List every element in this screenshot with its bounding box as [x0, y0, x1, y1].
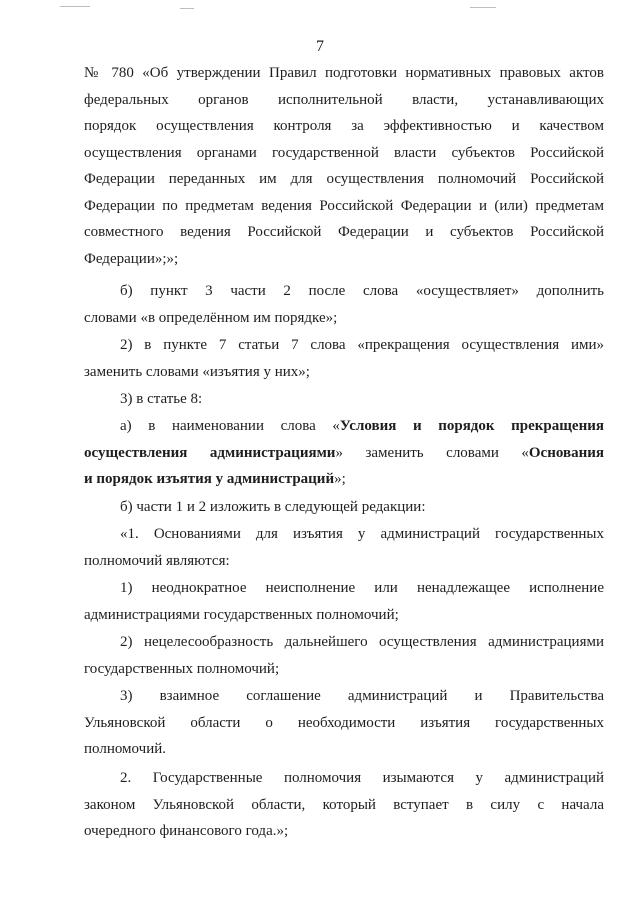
bold-fragment: осуществления администрациями	[84, 444, 336, 461]
text-line	[84, 440, 604, 467]
text-line	[84, 413, 604, 440]
paragraph-item-2	[84, 332, 604, 385]
text-line: очередного финансового года.»;	[84, 823, 289, 839]
text-line: заменить словами «изъятия у них»;	[84, 363, 310, 380]
text-line: осуществления органами государственной власти субъектов Российской	[84, 144, 604, 161]
text-line: полномочий.	[84, 741, 167, 757]
paragraph-subitem-1	[84, 575, 604, 628]
text-line: б) пункт 3 части 2 после слова «осуществляет» дополнить	[120, 283, 604, 299]
text-line: Федерации»;»;	[84, 250, 179, 267]
text-line	[84, 466, 604, 493]
text-line: № 780 «Об утверждении Правил подготовки нормативных правовых актов	[84, 65, 604, 81]
text-line: «1. Основаниями для изъятия у администраций государственных	[120, 526, 604, 542]
paragraph-part-2	[84, 765, 604, 845]
text-line: полномочий являются:	[84, 552, 230, 569]
text-line: 2. Государственные полномочия изымаются у администраций	[120, 770, 604, 786]
text-line: Федерации переданных им для осуществления полномочий Российской	[84, 171, 604, 187]
paragraph-item-b-parts	[84, 494, 604, 521]
bold-fragment: Основания	[528, 444, 604, 461]
text-line: 3) в статье 8:	[120, 391, 203, 407]
text-line: 1) неоднократное неисполнение или ненадлежащее исполнение	[120, 580, 604, 596]
scan-artifact	[60, 6, 90, 7]
text-line: государственных полномочий;	[84, 660, 280, 677]
scan-artifact	[180, 8, 194, 9]
paragraph-subitem-2	[84, 629, 604, 682]
page-number: 7	[316, 38, 324, 55]
text-line: б) части 1 и 2 изложить в следующей редакции:	[120, 499, 426, 515]
paragraph-item-3	[84, 386, 604, 413]
text-line: Федерации по предметам ведения Российской Федерации и (или) предметам	[84, 197, 604, 214]
bold-fragment: Условия и порядок прекращения	[339, 418, 604, 434]
text-line: законом Ульяновской области, который вступает в силу с начала	[84, 796, 604, 813]
paragraph-item-b	[84, 278, 604, 331]
text-line: совместного ведения Российской Федерации и субъектов Российской	[84, 224, 604, 240]
text-fragment: »;	[334, 471, 346, 487]
paragraph-part-1	[84, 521, 604, 574]
paragraph-continuation	[84, 60, 604, 272]
scan-artifact	[470, 7, 496, 8]
text-line: администрациями государственных полномочий;	[84, 606, 399, 623]
paragraph-subitem-3	[84, 683, 604, 763]
text-line: федеральных органов исполнительной власти, устанавливающих	[84, 91, 604, 108]
text-fragment: » заменить словами «	[335, 444, 529, 461]
text-line: 2) в пункте 7 статьи 7 слова «прекращения осуществления ими»	[120, 337, 604, 353]
text-line: 3) взаимное соглашение администраций и Правительства	[120, 688, 604, 704]
text-line: Ульяновской области о необходимости изъятия государственных	[84, 714, 604, 731]
text-line: 2) нецелесообразность дальнейшего осуществления администрациями	[120, 634, 604, 650]
text-line: порядок осуществления контроля за эффективностью и качеством	[84, 118, 604, 134]
paragraph-item-a	[84, 413, 604, 493]
text-line: словами «в определённом им порядке»;	[84, 309, 338, 326]
text-fragment: а) в наименовании слова «	[120, 418, 340, 434]
bold-fragment: и порядок изъятия у администраций	[84, 471, 335, 487]
